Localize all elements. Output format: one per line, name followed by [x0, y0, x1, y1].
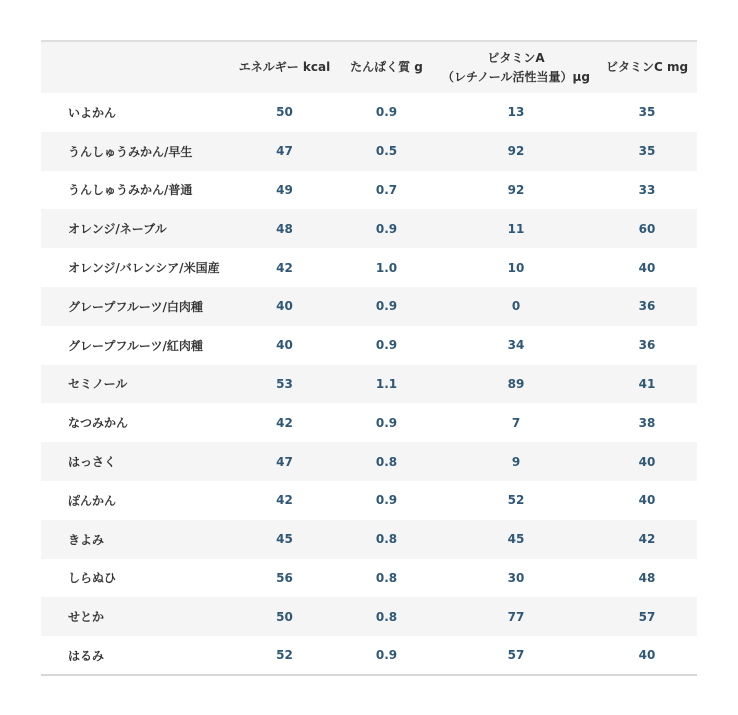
nutrition-table-container — [41, 40, 697, 676]
cell-name: うんしゅうみかん/早生 — [68, 144, 193, 159]
table-row — [41, 365, 697, 404]
table-row — [41, 403, 697, 442]
cell-name: うんしゅうみかん/普通 — [68, 183, 193, 198]
cell-name: オレンジ/バレンシア/米国産 — [68, 261, 220, 276]
cell-energy: 47 — [276, 144, 293, 159]
cell-vitamin-a: 45 — [507, 532, 525, 547]
table-row — [41, 171, 697, 210]
header-vitamin-c: ビタミンC mg — [605, 60, 689, 74]
cell-protein: 0.8 — [375, 609, 398, 624]
header-vitamin-a-line2: （レチノール活性当量）μg — [442, 69, 590, 84]
table-row — [41, 559, 697, 598]
cell-energy: 45 — [276, 532, 293, 547]
cell-vitamin-a: 0 — [511, 299, 521, 314]
cell-name: しらぬひ — [68, 571, 117, 586]
cell-energy: 40 — [276, 299, 293, 314]
cell-vitamin-c: 33 — [638, 182, 656, 197]
cell-vitamin-a: 30 — [507, 570, 525, 585]
cell-name: セミノール — [68, 377, 128, 392]
cell-name: なつみかん — [68, 416, 129, 431]
cell-name: ぽんかん — [68, 493, 117, 508]
table-header-row — [41, 41, 697, 93]
cell-vitamin-a: 9 — [511, 454, 521, 469]
cell-energy: 52 — [276, 648, 293, 663]
cell-vitamin-c: 38 — [638, 415, 656, 430]
cell-name: はっさく — [68, 455, 117, 470]
cell-protein: 0.7 — [375, 182, 398, 197]
cell-protein: 0.5 — [375, 144, 398, 159]
cell-vitamin-c: 42 — [638, 532, 656, 547]
cell-energy: 40 — [276, 338, 293, 353]
cell-vitamin-a: 34 — [507, 338, 525, 353]
cell-vitamin-a: 7 — [511, 415, 521, 430]
cell-energy: 42 — [276, 415, 293, 430]
cell-vitamin-a: 13 — [507, 105, 525, 120]
table-row — [41, 520, 697, 559]
cell-protein: 0.8 — [375, 570, 398, 585]
cell-energy: 49 — [276, 182, 293, 197]
cell-vitamin-a: 77 — [507, 609, 525, 624]
cell-vitamin-a: 10 — [507, 260, 525, 275]
cell-vitamin-c: 35 — [638, 144, 656, 159]
cell-vitamin-a: 57 — [507, 648, 525, 663]
cell-vitamin-c: 40 — [638, 260, 656, 275]
cell-vitamin-a: 92 — [507, 182, 525, 197]
table-row — [41, 209, 697, 248]
cell-vitamin-c: 48 — [638, 570, 656, 585]
cell-energy: 50 — [276, 609, 293, 624]
cell-vitamin-c: 60 — [638, 221, 656, 236]
cell-vitamin-c: 40 — [638, 648, 656, 663]
cell-vitamin-a: 92 — [507, 144, 525, 159]
cell-name: せとか — [68, 610, 105, 625]
cell-protein: 0.8 — [375, 532, 398, 547]
table-row — [41, 481, 697, 520]
cell-protein: 1.0 — [375, 260, 398, 275]
cell-energy: 56 — [276, 570, 293, 585]
cell-name: はるみ — [68, 648, 105, 663]
header-vitamin-a — [435, 41, 597, 93]
cell-vitamin-c: 40 — [638, 454, 656, 469]
table-row — [41, 248, 697, 287]
nutrition-table — [41, 40, 697, 676]
cell-name: いよかん — [68, 105, 117, 120]
header-protein: たんぱく質 g — [350, 60, 423, 74]
cell-protein: 1.1 — [375, 376, 398, 391]
table-row — [41, 636, 697, 675]
cell-energy: 47 — [276, 454, 293, 469]
cell-vitamin-c: 36 — [638, 299, 656, 314]
cell-vitamin-c: 35 — [638, 105, 656, 120]
cell-vitamin-a: 52 — [507, 493, 525, 508]
cell-name: グレープフルーツ/白肉種 — [68, 299, 203, 314]
cell-energy: 50 — [276, 105, 293, 120]
cell-vitamin-a: 89 — [507, 376, 525, 391]
table-body — [41, 93, 697, 675]
cell-protein: 0.9 — [375, 105, 398, 120]
cell-vitamin-c: 57 — [638, 609, 656, 624]
cell-vitamin-a: 11 — [507, 221, 525, 236]
cell-protein: 0.9 — [375, 299, 398, 314]
cell-energy: 53 — [276, 376, 293, 391]
table-row — [41, 132, 697, 171]
cell-protein: 0.9 — [375, 415, 398, 430]
cell-vitamin-c: 40 — [638, 493, 656, 508]
cell-protein: 0.9 — [375, 338, 398, 353]
header-energy: エネルギー kcal — [238, 60, 331, 74]
header-vitamin-a-line1: ビタミンA — [487, 50, 545, 65]
cell-energy: 48 — [276, 221, 293, 236]
cell-vitamin-c: 36 — [638, 338, 656, 353]
cell-protein: 0.9 — [375, 493, 398, 508]
table-row — [41, 93, 697, 132]
table-row — [41, 442, 697, 481]
cell-protein: 0.8 — [375, 454, 398, 469]
cell-name: グレープフルーツ/紅肉種 — [68, 338, 203, 353]
cell-name: オレンジ/ネーブル — [68, 222, 167, 237]
table-row — [41, 597, 697, 636]
cell-energy: 42 — [276, 493, 293, 508]
cell-energy: 42 — [276, 260, 293, 275]
table-row — [41, 326, 697, 365]
table-row — [41, 287, 697, 326]
cell-name: きよみ — [68, 532, 105, 547]
cell-protein: 0.9 — [375, 221, 398, 236]
cell-vitamin-c: 41 — [638, 376, 656, 391]
cell-protein: 0.9 — [375, 648, 398, 663]
header-name — [41, 41, 231, 93]
